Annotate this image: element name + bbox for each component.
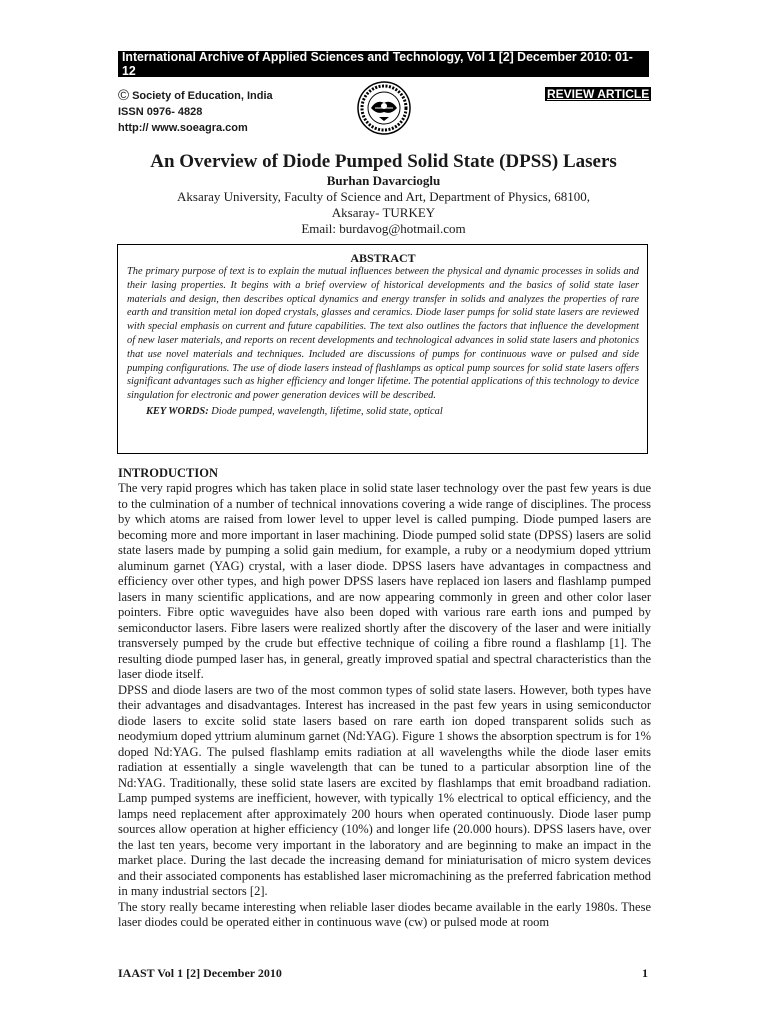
body-paragraph: DPSS and diode lasers are two of the most common types of solid state lasers. However, both types have their advantages and disadvantages. Interest has increased in the past few years in using semiconductor diode lasers to excite solid state lasers based on rare earth ion doped transparent solids such as neodymium doped yttrium aluminum garnet (Nd:YAG). Figure 1 shows the absorption spectrum is for 1% doped Nd:YAG. The pulsed flashlamp emits radiation at all wavelengths while the diode laser emits radiation at essentially a single wavelength that can be tuned to a particular absorption line of the Nd:YAG. Traditionally, these solid state lasers are excited by flashlamps that emit broadband radiation. Lamp pumped systems are inefficient, however, with typically 1% electrical to optical efficiency, and the lamps need replacement after approximately 200 hours when operated continuously. Diode laser pump sources allow operation at higher efficiency (10%) and longer life (20.000 hours). DPSS lasers have, over the last ten years, become very important in the laboratory and are beginning to make an impact in the market place. During the last decade the increasing demand for miniaturisation of micro system devices and their associated components has established laser micromachining as the preferred fabrication method in many industrial sectors [2]. xyxy=(118,682,651,898)
journal-banner-text: International Archive of Applied Sciences and Technology, Vol 1 [2] December 2010: 01-12 xyxy=(122,50,633,78)
publisher-name: Society of Education, India xyxy=(132,90,273,102)
affiliation-line-1: Aksaray University, Faculty of Science and Art, Department of Physics, 68100, xyxy=(177,189,590,204)
publication-info xyxy=(118,88,273,136)
journal-banner xyxy=(118,51,649,77)
page-number: 1 xyxy=(642,966,648,980)
footer-journal: IAAST Vol 1 [2] December 2010 xyxy=(118,966,282,980)
keywords-label: KEY WORDS: xyxy=(146,405,209,417)
body-paragraph: The story really became interesting when reliable laser diodes became available in the early 1980s. These laser diodes could be operated either in continuous wave (cw) or pulsed mode at room xyxy=(118,899,651,929)
introduction-body xyxy=(118,481,651,931)
body-paragraph: The very rapid progres which has taken place in solid state laser technology over the past few years is due to the culmination of a number of technical innovations covering a wide range of disciplines. The process by which atoms are raised from lower level to upper level is called pumping. Diode pumped lasers are becoming more and more important in laser machining. Diode pumped solid state (DPSS) lasers are solid state lasers made by pumping a solid gain medium, for example, a ruby or a neodymium doped yttrium aluminum garnet (YAG) crystal, with a laser diode. DPSS lasers have advantages in compactness and efficiency over other types, and high power DPSS lasers have replaced ion lasers and flashlamp pumped lasers in many scientific applications, and are now appearing commonly in green and other color laser pointers. Fibre optic waveguides have also been doped with various rare earth ions and pumped by semiconductor lasers. Fibre lasers were realized shortly after the discovery of the laser and were initially transversely pumped by the crude but effective technique of coiling a fibre round a flashlamp [1]. The resulting diode pumped laser has, in general, greatly improved spatial and spectral characteristics than the laser diode itself. xyxy=(118,481,651,681)
article-title: An Overview of Diode Pumped Solid State (DPSS) Lasers xyxy=(150,151,617,172)
abstract-text: The primary purpose of text is to explain the mutual influences between the physical and dynamic processes in solids and their lasing properties. It begins with a brief overview of historical developments and the basics of solid state laser materials and design, then describes optical dynamics and energy transfer in solids and analyzes the properties of rare earth and transition metal ion doped crystals, glasses and ceramics. Diode laser pumps for solid state lasers are reviewed with special emphasis on current and future capabilities. The text also outlines the factors that influence the development of new laser materials, and reports on recent developments and technological advances in solid state lasers and photonics that use novel materials and techniques. Included are discussions of pumps for continuous wave or pulsed and side pumping configurations. The use of diode lasers instead of flashlamps as optical pump sources for solid state lasers offers significant advantages such as higher efficiency and longer lifetime. The potential applications of this technology to device singulation for electronic and power generation devices will be described. xyxy=(127,266,639,402)
introduction-heading: INTRODUCTION xyxy=(118,466,219,480)
copyright-icon: © xyxy=(118,87,130,104)
issn: ISSN 0976- 4828 xyxy=(118,106,203,118)
affiliation-line-2: Aksaray- TURKEY xyxy=(331,205,436,220)
author-block xyxy=(118,173,649,237)
journal-url: http:// www.soeagra.com xyxy=(118,122,248,134)
abstract-box xyxy=(117,244,648,454)
author-name: Burhan Davarcioglu xyxy=(326,173,441,188)
publisher-line xyxy=(118,88,273,104)
society-seal-icon xyxy=(357,81,411,135)
keywords-text: Diode pumped, wavelength, lifetime, solid state, optical xyxy=(211,405,443,417)
review-article-label: REVIEW ARTICLE xyxy=(547,87,650,101)
keywords-line xyxy=(146,405,639,419)
abstract-heading: ABSTRACT xyxy=(350,251,416,265)
author-email: Email: burdavog@hotmail.com xyxy=(301,221,466,236)
